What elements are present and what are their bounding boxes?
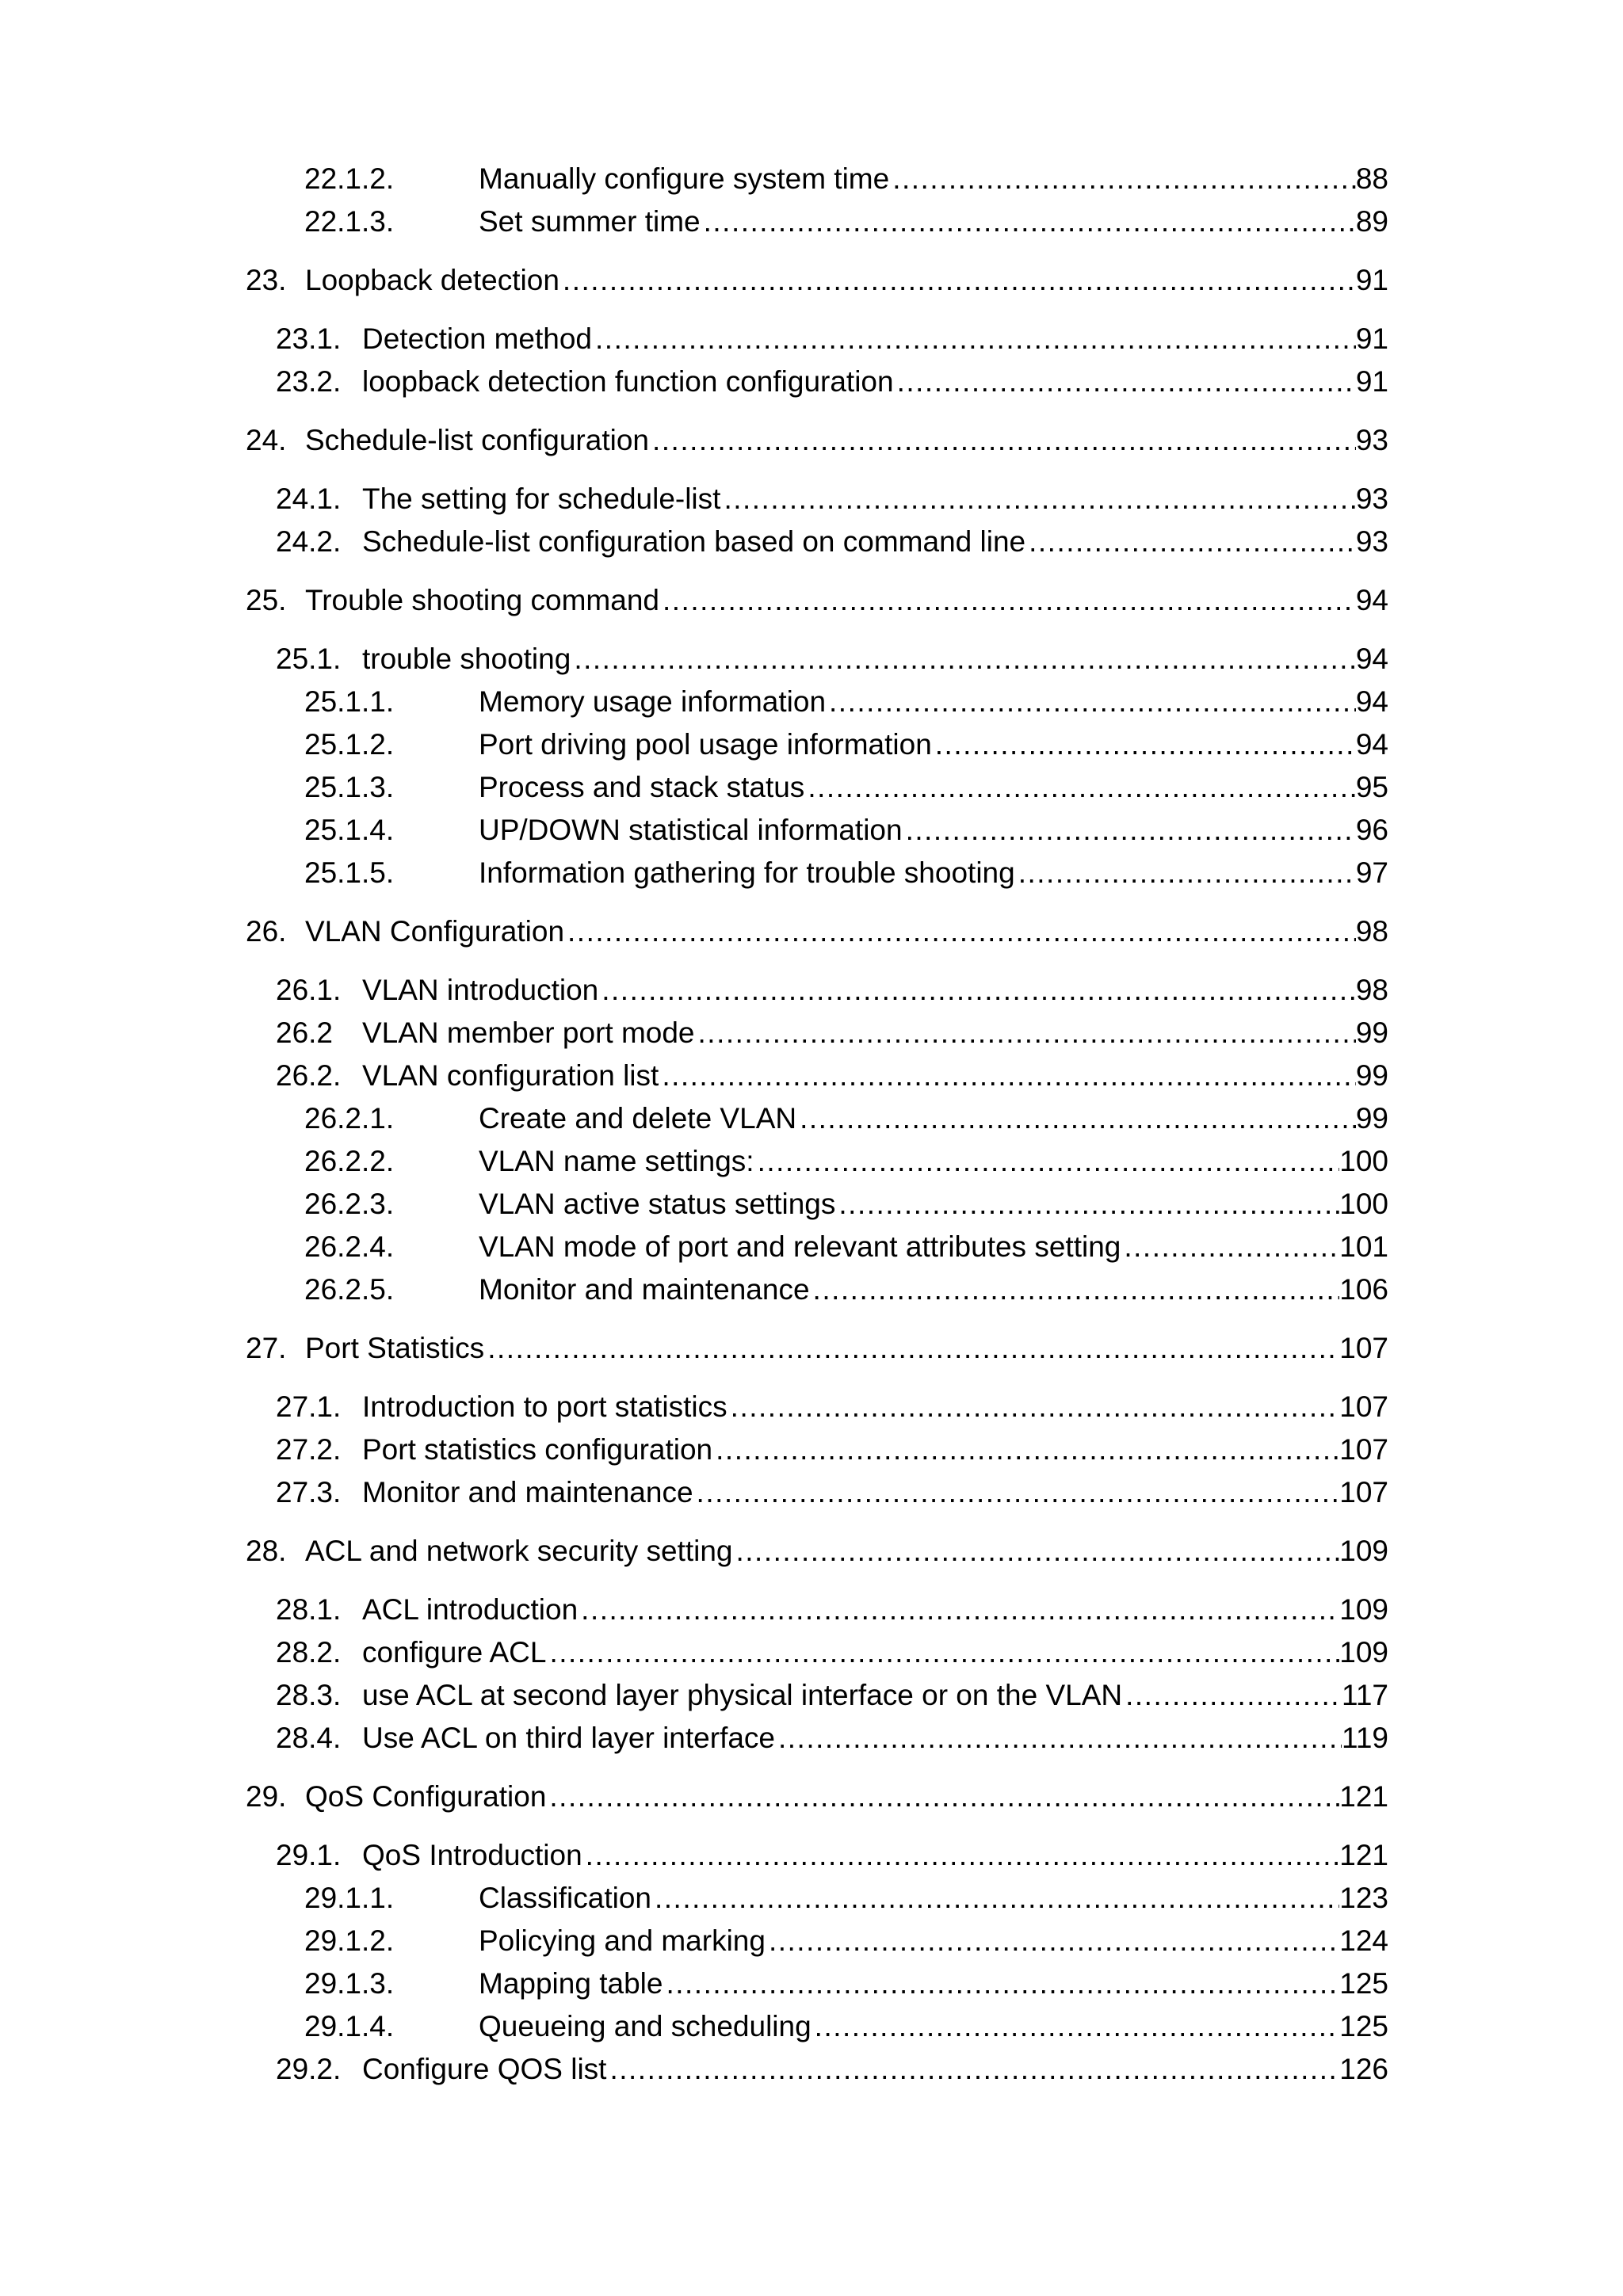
toc-entry-page-number: 99 [1355,1102,1388,1135]
toc-entry[interactable] [0,726,1623,764]
toc-entry-title: Port Statistics [305,1329,484,1367]
toc-entry-title: trouble shooting [362,640,571,678]
toc-entry-title: Manually configure system time [479,160,889,198]
dot-leader [546,1778,1339,1816]
dot-leader [546,1634,1339,1672]
toc-entry[interactable] [0,261,1623,299]
toc-entry-page-number: 125 [1339,2010,1388,2042]
toc-entry-page-number: 91 [1355,365,1388,398]
toc-entry-page-number: 117 [1342,1679,1388,1711]
dot-leader [932,726,1356,764]
toc-entry-title: VLAN introduction [362,971,598,1009]
toc-entry-leader-line [479,769,1388,807]
dot-leader [889,160,1356,198]
toc-entry-leader-line [479,1922,1388,1960]
toc-entry[interactable] [0,1965,1623,2003]
toc-entry[interactable] [0,1228,1623,1266]
toc-entry-leader-line [362,1676,1388,1714]
dot-leader [559,261,1356,299]
toc-entry-number: 29.2. [276,2053,342,2085]
toc-entry-title: Set summer time [479,203,701,241]
toc-entry-leader-line [479,1965,1388,2003]
toc-entry-title: Monitor and maintenance [362,1474,693,1512]
toc-entry-leader-line [362,1014,1388,1052]
toc-entry[interactable] [0,1922,1623,1960]
toc-entry-title: Configure QOS list [362,2050,606,2088]
toc-entry[interactable] [0,160,1623,198]
toc-entry-number: 22.1.3. [304,205,395,238]
toc-entry-page-number: 107 [1339,1390,1388,1423]
dot-leader [720,480,1355,518]
toc-entry-leader-line [305,582,1388,620]
dot-leader [701,203,1356,241]
toc-entry-title: Process and stack status [479,769,804,807]
toc-entry[interactable] [0,1271,1623,1309]
toc-entry-number: 27.1. [276,1390,342,1423]
toc-entry-page-number: 100 [1339,1188,1388,1220]
toc-entry-number: 29.1.4. [304,2010,395,2042]
toc-entry-number: 24. [246,424,287,456]
toc-entry-number: 26.2.5. [304,1273,395,1306]
toc-entry-title: ACL introduction [362,1591,578,1629]
toc-entry-number: 22.1.2. [304,162,395,195]
toc-entry-leader-line [479,1879,1388,1917]
toc-entry[interactable] [0,971,1623,1009]
toc-entry-page-number: 89 [1355,205,1388,238]
toc-entry-leader-line [479,854,1388,892]
toc-entry-leader-line [362,1057,1388,1095]
toc-entry-page-number: 124 [1339,1924,1388,1957]
toc-entry-number: 25.1.2. [304,728,395,761]
dot-leader [812,2008,1340,2046]
toc-entry-title: Schedule-list configuration [305,421,649,460]
toc-entry-page-number: 98 [1355,974,1388,1006]
toc-entry[interactable] [0,2008,1623,2046]
dot-leader [651,1879,1339,1917]
toc-entry[interactable] [0,913,1623,951]
toc-entry-title: VLAN mode of port and relevant attributes setting [479,1228,1121,1266]
toc-entry-leader-line [479,811,1388,849]
toc-entry-number: 24.2. [276,525,342,558]
toc-entry-leader-line [362,1474,1388,1512]
toc-entry[interactable] [0,640,1623,678]
toc-entry-number: 25.1. [276,643,342,675]
toc-entry-page-number: 107 [1339,1332,1388,1364]
toc-entry-leader-line [362,1719,1388,1757]
toc-entry-leader-line [362,640,1388,678]
toc-entry-number: 25.1.5. [304,856,395,889]
toc-entry[interactable] [0,1014,1623,1052]
toc-entry-page-number: 126 [1339,2053,1388,2085]
toc-entry-number: 26.2. [276,1059,342,1092]
dot-leader [659,1057,1356,1095]
toc-entry-page-number: 109 [1339,1636,1388,1669]
toc-entry-leader-line [479,1142,1388,1180]
toc-entry[interactable] [0,203,1623,241]
toc-entry[interactable] [0,1431,1623,1469]
dot-leader [754,1142,1340,1180]
toc-entry-number: 26.2.4. [304,1230,395,1263]
toc-entry[interactable] [0,1057,1623,1095]
dot-leader [484,1329,1339,1367]
toc-entry-title: loopback detection function configuration [362,363,894,401]
dot-leader [766,1922,1339,1960]
toc-entry-number: 29.1.2. [304,1924,395,1957]
toc-entry[interactable] [0,523,1623,561]
toc-entry-number: 27.2. [276,1433,342,1466]
dot-leader [727,1388,1340,1426]
toc-entry-number: 24.1. [276,482,342,515]
toc-entry-leader-line [362,971,1388,1009]
dot-leader [598,971,1356,1009]
toc-entry-page-number: 94 [1355,685,1388,718]
toc-entry-leader-line [479,726,1388,764]
toc-entry-leader-line [305,1329,1388,1367]
dot-leader [578,1591,1339,1629]
toc-entry-title: Policying and marking [479,1922,766,1960]
toc-entry-page-number: 121 [1339,1839,1388,1871]
toc-entry[interactable] [0,1100,1623,1138]
toc-entry-page-number: 94 [1355,643,1388,675]
toc-entry-title: Schedule-list configuration based on command line [362,523,1025,561]
toc-entry[interactable] [0,1185,1623,1223]
dot-leader [835,1185,1339,1223]
toc-entry-number: 26. [246,915,287,948]
toc-entry[interactable] [0,1634,1623,1672]
toc-entry-page-number: 93 [1355,424,1388,456]
toc-entry-number: 26.2.1. [304,1102,395,1135]
toc-entry-title: Queueing and scheduling [479,2008,812,2046]
toc-entry-leader-line [362,1431,1388,1469]
toc-entry-number: 23.1. [276,322,342,355]
dot-leader [903,811,1356,849]
toc-entry[interactable] [0,480,1623,518]
dot-leader [659,582,1356,620]
toc-entry-leader-line [479,160,1388,198]
toc-entry-page-number: 88 [1355,162,1388,195]
toc-entry[interactable] [0,1719,1623,1757]
toc-entry-title: Create and delete VLAN [479,1100,796,1138]
toc-entry-page-number: 98 [1355,915,1388,948]
toc-entry-page-number: 100 [1339,1145,1388,1177]
toc-entry-number: 29.1. [276,1839,342,1871]
toc-entry-page-number: 93 [1355,525,1388,558]
toc-entry-number: 25.1.3. [304,771,395,803]
toc-entry-title: VLAN name settings: [479,1142,754,1180]
toc-entry-page-number: 119 [1342,1722,1388,1754]
dot-leader [564,913,1356,951]
toc-entry-page-number: 91 [1355,264,1388,296]
dot-leader [894,363,1356,401]
toc-entry[interactable] [0,1142,1623,1180]
toc-entry-page-number: 123 [1339,1882,1388,1914]
toc-entry[interactable] [0,582,1623,620]
toc-entry-leader-line [362,1388,1388,1426]
toc-entry-title: Port driving pool usage information [479,726,932,764]
toc-entry[interactable] [0,363,1623,401]
toc-entry-title: Port statistics configuration [362,1431,712,1469]
toc-entry-number: 23. [246,264,287,296]
toc-entry-page-number: 99 [1355,1016,1388,1049]
toc-entry[interactable] [0,320,1623,358]
dot-leader [663,1965,1339,2003]
toc-entry-title: Classification [479,1879,651,1917]
dot-leader [1121,1228,1339,1266]
toc-entry[interactable] [0,421,1623,460]
toc-entry-page-number: 125 [1339,1967,1388,2000]
toc-entry-page-number: 94 [1355,584,1388,616]
toc-entry-number: 26.2.3. [304,1188,395,1220]
toc-entry-title: Detection method [362,320,592,358]
dot-leader [733,1532,1340,1570]
toc-entry[interactable] [0,1532,1623,1570]
toc-entry-number: 25. [246,584,287,616]
toc-entry-number: 28.2. [276,1636,342,1669]
dot-leader [606,2050,1339,2088]
dot-leader [712,1431,1339,1469]
toc-entry-leader-line [479,1185,1388,1223]
toc-entry-title: Use ACL on third layer interface [362,1719,775,1757]
toc-entry-title: UP/DOWN statistical information [479,811,903,849]
dot-leader [571,640,1356,678]
toc-entry-number: 28.1. [276,1593,342,1626]
dot-leader [649,421,1356,460]
toc-entry[interactable] [0,769,1623,807]
toc-entry-title: Monitor and maintenance [479,1271,810,1309]
toc-entry-title: Introduction to port statistics [362,1388,727,1426]
toc-entry-number: 27. [246,1332,287,1364]
dot-leader [695,1014,1356,1052]
toc-entry-number: 28. [246,1535,287,1567]
toc-entry-leader-line [305,1532,1388,1570]
toc-entry-number: 25.1.1. [304,685,395,718]
toc-entry-title: VLAN active status settings [479,1185,835,1223]
toc-entry[interactable] [0,683,1623,721]
toc-entry[interactable] [0,1778,1623,1816]
toc-entry-number: 29.1.1. [304,1882,395,1914]
dot-leader [826,683,1356,721]
toc-entry-leader-line [479,1100,1388,1138]
toc-entry-title: Information gathering for trouble shooting [479,854,1015,892]
toc-entry-page-number: 107 [1339,1433,1388,1466]
toc-entry-page-number: 95 [1355,771,1388,803]
toc-entry-number: 28.4. [276,1722,342,1754]
toc-entry[interactable] [0,1591,1623,1629]
toc-entry-number: 26.2.2. [304,1145,395,1177]
toc-entry-title: Memory usage information [479,683,826,721]
toc-entry-leader-line [479,2008,1388,2046]
toc-entry[interactable] [0,1329,1623,1367]
toc-entry-page-number: 93 [1355,482,1388,515]
toc-entry[interactable] [0,1836,1623,1875]
toc-entry-number: 29.1.3. [304,1967,395,2000]
toc-entry-title: The setting for schedule-list [362,480,720,518]
toc-entry-page-number: 99 [1355,1059,1388,1092]
toc-entry[interactable] [0,2050,1623,2088]
toc-entry-page-number: 109 [1339,1593,1388,1626]
toc-entry[interactable] [0,1388,1623,1426]
toc-entry-title: Mapping table [479,1965,663,2003]
toc-entry-leader-line [479,683,1388,721]
toc-entry-number: 28.3. [276,1679,342,1711]
toc-entry-title: VLAN Configuration [305,913,564,951]
toc-entry-number: 26.2 [276,1016,334,1049]
dot-leader [592,320,1356,358]
toc-entry-title: VLAN configuration list [362,1057,659,1095]
toc-entry-leader-line [479,1271,1388,1309]
toc-entry-number: 29. [246,1780,287,1813]
toc-entry[interactable] [0,1879,1623,1917]
toc-entry-page-number: 97 [1355,856,1388,889]
dot-leader [810,1271,1340,1309]
toc-entry-title: QoS Configuration [305,1778,546,1816]
toc-entry-page-number: 109 [1339,1535,1388,1567]
toc-entry-title: VLAN member port mode [362,1014,695,1052]
toc-entry-leader-line [362,320,1388,358]
toc-entry-leader-line [479,203,1388,241]
toc-entry[interactable] [0,1474,1623,1512]
toc-entry-title: configure ACL [362,1634,546,1672]
toc-entry[interactable] [0,1676,1623,1714]
toc-entry-leader-line [305,913,1388,951]
dot-leader [582,1836,1340,1875]
toc-entry-title: use ACL at second layer physical interface or on the VLAN [362,1676,1122,1714]
dot-leader [1025,523,1356,561]
toc-entry-page-number: 121 [1339,1780,1388,1813]
toc-entry-leader-line [305,1778,1388,1816]
toc-entry-number: 23.2. [276,365,342,398]
toc-entry-page-number: 94 [1355,728,1388,761]
dot-leader [693,1474,1340,1512]
toc-entry-title: ACL and network security setting [305,1532,733,1570]
toc-entry-leader-line [305,421,1388,460]
toc-entry-number: 26.1. [276,974,342,1006]
dot-leader [1015,854,1356,892]
toc-entry-title: QoS Introduction [362,1836,582,1875]
dot-leader [804,769,1356,807]
toc-entry-page-number: 101 [1339,1230,1388,1263]
toc-entry-number: 25.1.4. [304,814,395,846]
toc-entry-leader-line [362,1634,1388,1672]
toc-entry[interactable] [0,811,1623,849]
toc-entry-page-number: 106 [1339,1273,1388,1306]
toc-entry-leader-line [362,1836,1388,1875]
toc-entry-page-number: 107 [1339,1476,1388,1508]
dot-leader [796,1100,1356,1138]
toc-entry[interactable] [0,854,1623,892]
toc-entry-leader-line [362,523,1388,561]
dot-leader [1122,1676,1342,1714]
toc-entry-page-number: 91 [1355,322,1388,355]
toc-entry-leader-line [305,261,1388,299]
toc-entry-title: Trouble shooting command [305,582,659,620]
toc-entry-page-number: 96 [1355,814,1388,846]
toc-entry-leader-line [479,1228,1388,1266]
dot-leader [775,1719,1342,1757]
toc-entry-number: 27.3. [276,1476,342,1508]
toc-entry-leader-line [362,480,1388,518]
toc-entry-title: Loopback detection [305,261,559,299]
toc-entry-leader-line [362,1591,1388,1629]
toc-entry-leader-line [362,363,1388,401]
toc-entry-leader-line [362,2050,1388,2088]
